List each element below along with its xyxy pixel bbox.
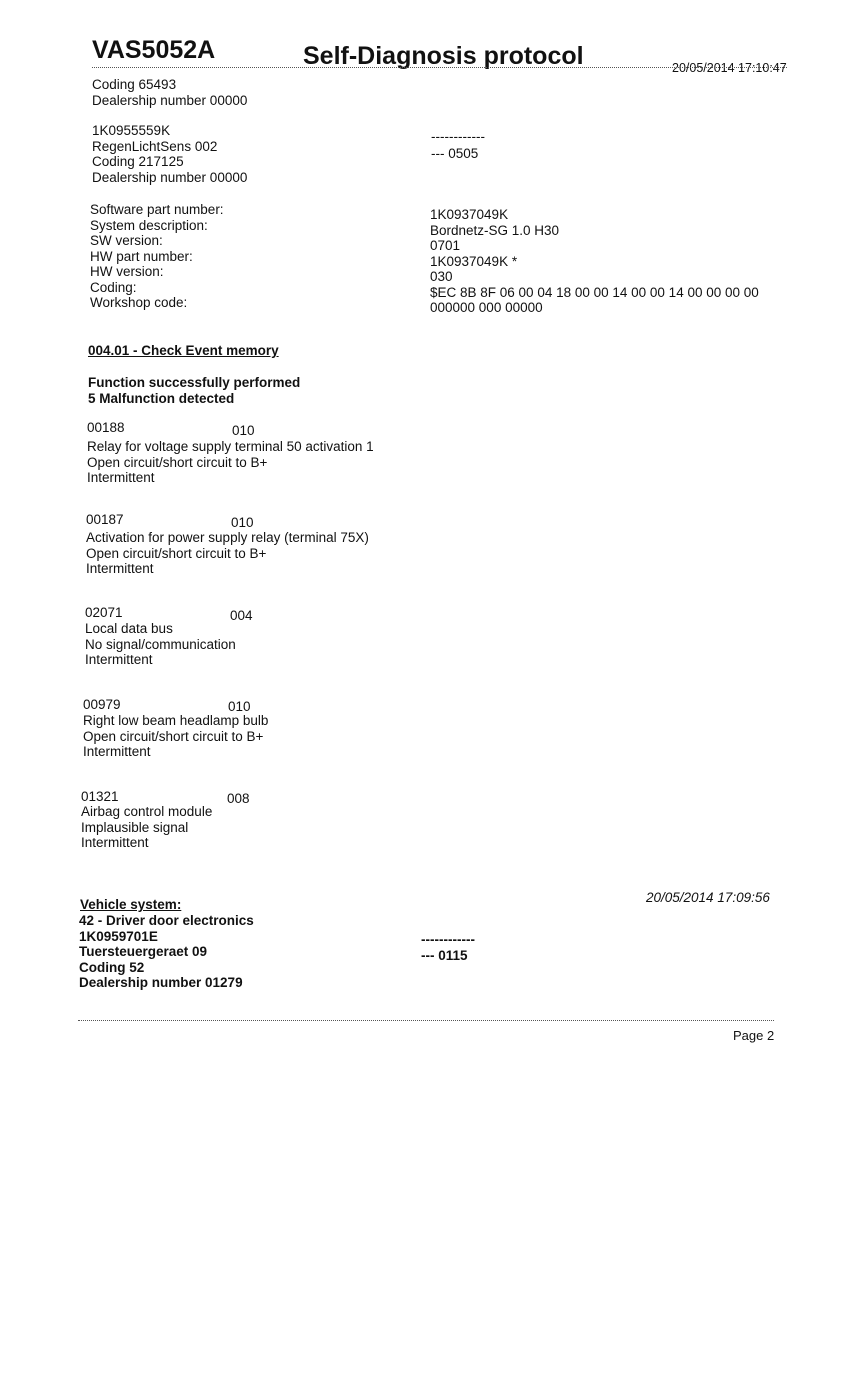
header-divider [92,67,787,68]
vehicle-system-timestamp: 20/05/2014 17:09:56 [646,890,770,905]
page-number: Page 2 [733,1028,775,1043]
ident-label: SW version: [90,233,163,248]
fault-type: Open circuit/short circuit to B+ [87,454,268,470]
footer-divider [78,1020,774,1021]
ident-value: 0701 [430,238,461,253]
fault-code: 00188 [87,420,125,435]
ident-value: 030 [430,269,453,284]
fault-freq: Intermittent [81,835,149,850]
top-block [92,77,247,108]
coding-line: Coding 65493 [92,77,177,92]
ident-label: HW part number: [90,248,193,264]
vehicle-system-block [79,913,254,991]
fault-type: No signal/communication [85,636,236,652]
fault-desc: Relay for voltage supply terminal 50 activation 1 [87,439,374,454]
event-memory-heading: 004.01 - Check Event memory [88,343,279,358]
ident-label: Software part number: [90,202,224,217]
device-name: VAS5052A [92,36,216,64]
fault-details [83,713,268,760]
module-part-number: 1K0955559K [92,123,171,138]
fault-details [81,804,212,851]
fault-type: Implausible signal [81,819,189,835]
fault-status: 010 [228,699,251,714]
fault-details [87,439,374,486]
ident-value: $EC 8B 8F 06 00 04 18 00 00 14 00 00 14 00 00 00 00 [430,284,759,300]
ident-value: 1K0937049K * [430,253,518,269]
vehicle-system-line: 42 - Driver door electronics [79,913,254,928]
fault-status: 010 [231,515,254,530]
ident-value: Bordnetz-SG 1.0 H30 [430,222,560,238]
module-dashes: ------------ [431,129,485,144]
vehicle-system-value: --- 0115 [421,948,468,963]
dealership-line: Dealership number 00000 [92,92,248,108]
status-line: 5 Malfunction detected [88,390,235,406]
vehicle-system-line: 1K0959701E [79,928,158,944]
fault-code: 01321 [81,789,119,804]
fault-details [85,621,236,668]
ident-value: 1K0937049K [430,207,509,222]
fault-details [86,530,369,577]
vehicle-system-line: Coding 52 [79,959,145,975]
fault-status: 004 [230,608,253,623]
status-line: Function successfully performed [88,375,301,390]
vehicle-system-dashes: ------------ [421,932,475,947]
module-dealership: Dealership number 00000 [92,169,248,185]
fault-code: 02071 [85,605,123,620]
fault-freq: Intermittent [87,470,155,485]
fault-desc: Airbag control module [81,804,213,819]
vehicle-system-line: Tuersteuergeraet 09 [79,944,208,959]
fault-status: 008 [227,791,250,806]
fault-status: 010 [232,423,255,438]
module-block [92,123,247,185]
fault-desc: Local data bus [85,621,173,636]
ident-values [430,207,759,316]
vehicle-system-heading: Vehicle system: [80,897,182,912]
module-name: RegenLichtSens 002 [92,138,218,154]
fault-type: Open circuit/short circuit to B+ [83,728,264,744]
fault-desc: Activation for power supply relay (terminal 75X) [86,530,369,545]
event-memory-status [88,375,300,406]
vehicle-system-line: Dealership number 01279 [79,975,243,990]
header-timestamp: 20/05/2014 17:10:47 [672,61,787,75]
fault-freq: Intermittent [83,744,151,759]
ident-value: 000000 000 00000 [430,300,543,315]
fault-type: Open circuit/short circuit to B+ [86,545,267,561]
module-value: --- 0505 [431,146,479,161]
page-title: Self-Diagnosis protocol [303,42,584,70]
ident-label: Coding: [90,279,137,295]
ident-label: HW version: [90,264,164,279]
fault-code: 00979 [83,697,121,712]
fault-code: 00187 [86,512,124,527]
fault-desc: Right low beam headlamp bulb [83,713,269,728]
fault-freq: Intermittent [85,652,153,667]
fault-freq: Intermittent [86,561,154,576]
ident-label: Workshop code: [90,295,188,310]
ident-label: System description: [90,217,208,233]
module-coding: Coding 217125 [92,154,184,169]
ident-labels [90,202,224,311]
